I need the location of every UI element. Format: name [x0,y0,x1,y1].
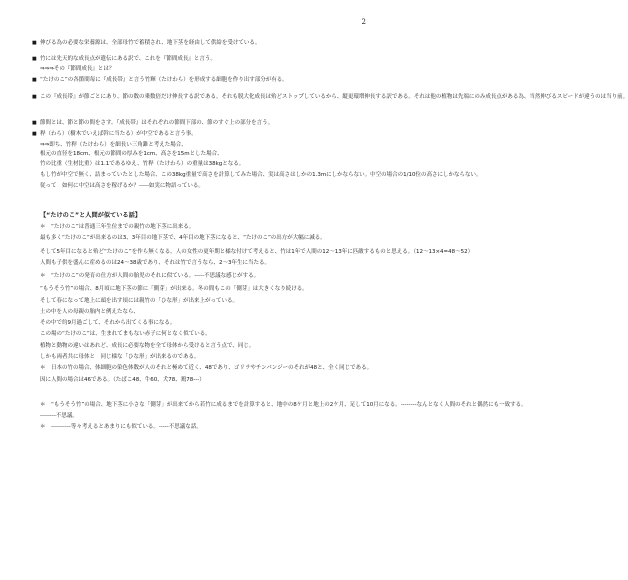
text-line: 最も多く“たけのこ”が出来るのは3、3年目の地下茎で、4年目の地下茎になると、“たけのこ”の出方が大幅に減る。 [40,235,326,241]
text-line: しかも両者共に母体と 同じ様な「ひな形」が出来るのである。 [40,354,200,360]
bullet-line: ■ 節間とは、節と節の間をさす。『成長帯』はそれぞれの節間下部の、節のすぐ上の部分を言う。 [40,120,380,127]
text-line: ⇒⇒⇒その『節間成長』とは？ [40,66,115,72]
bullet-line: ■ 伸びる為の必要な栄養源は、全部母竹で蓄積され、地下茎を経由して供給を受けている。 [40,40,380,47]
bullet-line: ■ “たけのこ”の各節間毎に『成長帯』と言う竹輝（たけわら）を形成する細胞を作り出す部分が有る。 [40,77,380,84]
text-line: ＊ “たけのこ”は普通三年生位までの親竹の地下茎に出来る。 [40,224,195,230]
text-line: 植物と動物の違いはあれど、成長に必要な物を全て母体から受けると言う点で、同じ。 [40,343,255,349]
text-line: 従って 如何に中空は高さを稼げるか？-----如実に物語っている。 [40,183,204,189]
bullet-line: ■ 竹には先天的な成長点が遺伝にある訳で、これを『節間成長』と言う。 [40,56,380,63]
bullet-line: ■ この『成長帯』が節ごとにあり、節の数の乗数倍だけ伸長する訳である。それも脱大化成長は殆どストップしているから、縦更環増伸長する訳である。それは他の植物は先端にのみ成長点がある為、当然伸びるスピードが違うのは当り前。 [40,94,380,101]
text-line: 土の中を人の母親の胎内と例えたなら、 [40,309,140,315]
text-line: 根元の直径を18cm、根元の節間の厚みを1cm、高さを15mとした場合、 [40,151,223,157]
section-heading: 【“たけのこ”と人間が似ている話】 [40,212,141,219]
text-line: この場の“たけのこ”は、生まれてまもない赤子に何となく似ている。 [40,331,211,337]
text-line: “もうそう竹”の場合、8月頃に地下茎の節に「側芽」が出来る。冬の間もこの「側芽」は大きくなり続ける。 [40,286,308,292]
text-line: ＊ “たけのこ”の発育の仕方が人間の胎児のそれに似ている。-----不思議な感じがする。 [40,273,260,279]
text-line: もし竹が中空で無く、詰まっていたとした場合、この38kg重量で高さを計算してみた場合、実は高さはしかの1.3mにしかならない。中空の場合の1/10位の高さにしかならない。 [40,172,482,178]
text-line: ＊ 日本の竹の場合、体細胞の染色体数が人のそれと極めて近く、48であり、ゴリラやチンパンジーのそれが48と、全く同じである。 [40,365,373,371]
text-line: ＊ “もうそう竹”の場合、地下茎に小さな「側芽」が出来てから若竹に成るまでを計算すると、地中の8ケ月と地上の2ケ月、足して10月になる。--------なんとなく人間のそれと偶然にも一致する。 [40,402,527,408]
text-line: そして5年目になると殆ど“たけのこ”を作ら無くなる。人の女性の更年期と様な付けて考えると、竹は1年で人間の12～13年に匹敵するものと思える。（12～13×4=48～52） [40,249,474,255]
text-line: 因に人間の場合は46である。（たばこ48、牛60、犬78、鶏78---） [40,377,205,383]
text-line: そして春になって地上に頭を出す頃には親竹の「ひな形」が出来上がっている。 [40,298,239,304]
text-line: その中で約9月過ごして、それから出てくる事になる。 [40,320,176,326]
text-line: ＊ ----------等々考えるとあまりにも似ている。-----不思議な話。 [40,424,202,430]
text-line: 竹の比重（生材比重）は1.1であるゆえ、竹稈（たけわら）の重量は38kgとなる。 [40,161,245,167]
text-line: ⇒⇒即ち、竹稈（たけわら）を細長い三角錐と考えた場合、 [40,142,187,148]
page-number: 2 [361,18,366,26]
text-line: --------不思議。 [40,413,78,419]
bullet-line: ■ 稈（わら）（樹木でいえば幹に当たる）が中空であると言う事。 [40,131,380,138]
text-line: 人間も子供を盛んに産めるのは24～38歳であり、それは竹で言うなら、2～3年生に当たる。 [40,260,270,266]
